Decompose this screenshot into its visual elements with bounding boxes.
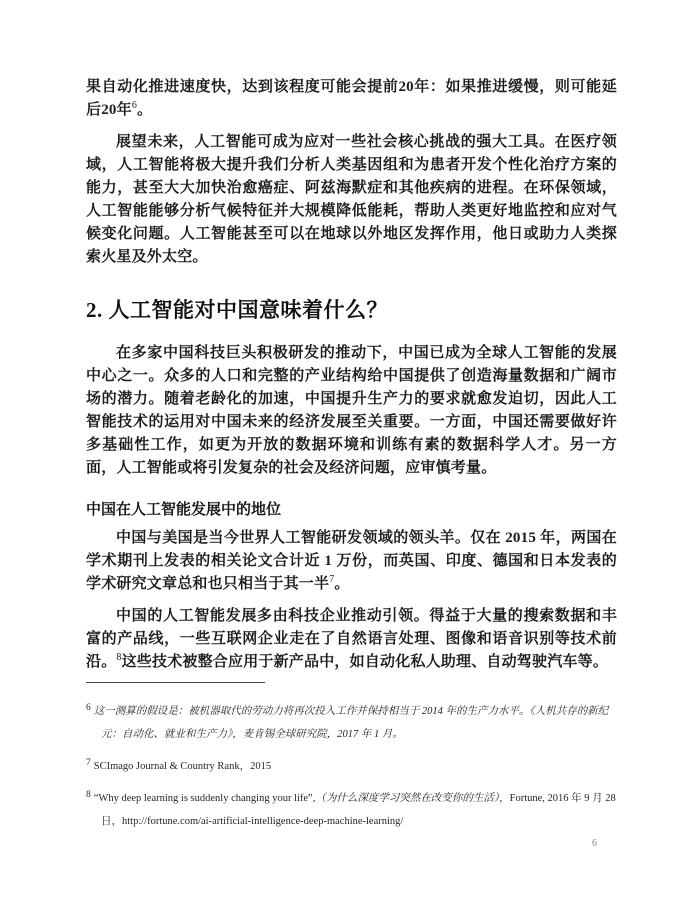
footnote-text-source: ，Fortune, 2016 年 9 月 28 日，http://fortune.com/ai-artificial-intelligence-deep-machine-learning/ — [101, 793, 616, 827]
paragraph-text: 。 — [137, 102, 153, 118]
paragraph-text: 中国的人工智能发展多由科技企业推动引领。得益于大量的搜索数据和丰富的产品线，一些互联网企业走在了自然语言处理、图像和语音识别等技术前沿。 — [86, 608, 617, 670]
footnote-ref-7: 7 — [329, 574, 335, 585]
footnote-marker-7: 7 — [86, 757, 91, 768]
subsection-heading: 中国在人工智能发展中的地位 — [86, 502, 282, 518]
footnote-text: SCImago Journal & Country Rank，2015 — [93, 761, 272, 772]
paragraph-text: 。 — [334, 576, 350, 592]
paragraph-china-intro: 在多家中国科技巨头积极研发的推动下，中国已成为全球人工智能的发展中心之一。众多的人口和完整的产业结构给中国提供了创造海量数据和广阔市场的潜力。随着老龄化的加速，中国提升生产力的要求就愈发迫切，因此人工智能技术的运用对中国未来的经济发展至关重要。一方面，中国还需要做好许多基础性工作，如更为开放的数据环境和训练有素的数据科学人才。另一方面，人工智能或将引发复杂的社会及经济问题，应审慎考量。 — [86, 345, 617, 476]
footnote-ref-6: 6 — [131, 100, 138, 111]
footnote-marker-8: 8 — [86, 789, 91, 800]
section-heading: 2. 人工智能对中国意味着什么？ — [86, 298, 388, 322]
footnote-text-translation: （为什么深度学习突然在改变你的生活） — [315, 793, 500, 804]
page-content — [86, 76, 617, 833]
footnote-divider — [86, 682, 265, 683]
paragraph-automation-timing — [86, 76, 617, 122]
paragraph-research-leadership — [86, 527, 617, 596]
page-number: 6 — [592, 838, 597, 849]
paragraph-text: 这些技术被整合应用于新产品中，如自动化私人助理、自动驾驶汽车等。 — [121, 654, 609, 670]
footnote-text: “Why deep learning is suddenly changing your life”, — [93, 793, 316, 804]
paragraph-ai-outlook: 展望未来，人工智能可成为应对一些社会核心挑战的强大工具。在医疗领域，人工智能将极大提升我们分析人类基因组和为患者开发个性化治疗方案的能力，甚至大大加快治愈癌症、阿兹海默症和其他疾病的进程。在环保领域，人工智能能够分析气候特征并大规模降低能耗，帮助人类更好地监控和应对气候变化问题。人工智能甚至可以在地球以外地区发挥作用，他日或助力人类探索火星及外太空。 — [86, 134, 617, 265]
footnote-8 — [86, 787, 617, 833]
footnote-marker-6: 6 — [86, 702, 91, 713]
paragraph-text: 果自动化推进速度快，达到该程度可能会提前20年：如果推进缓慢，则可能延后20年 — [86, 79, 617, 118]
footnote-text: 这一测算的假设是：被机器取代的劳动力将再次投入工作并保持相当于 2014 年的生产力水平。《人机共存的新纪元：自动化、就业和生产力》，麦肯锡全球研究院，2017 年 1 月。 — [93, 706, 609, 740]
footnote-6 — [86, 700, 617, 746]
paragraph-tech-firms — [86, 605, 617, 674]
footnote-7 — [86, 755, 617, 778]
paragraph-text: 中国与美国是当今世界人工智能研发领域的领头羊。仅在 2015 年，两国在学术期刊上发表的相关论文合计近 1 万份，而英国、印度、德国和日本发表的学术研究文章总和也只相当于其一半 — [86, 530, 617, 592]
footnote-ref-8: 8 — [116, 652, 122, 663]
